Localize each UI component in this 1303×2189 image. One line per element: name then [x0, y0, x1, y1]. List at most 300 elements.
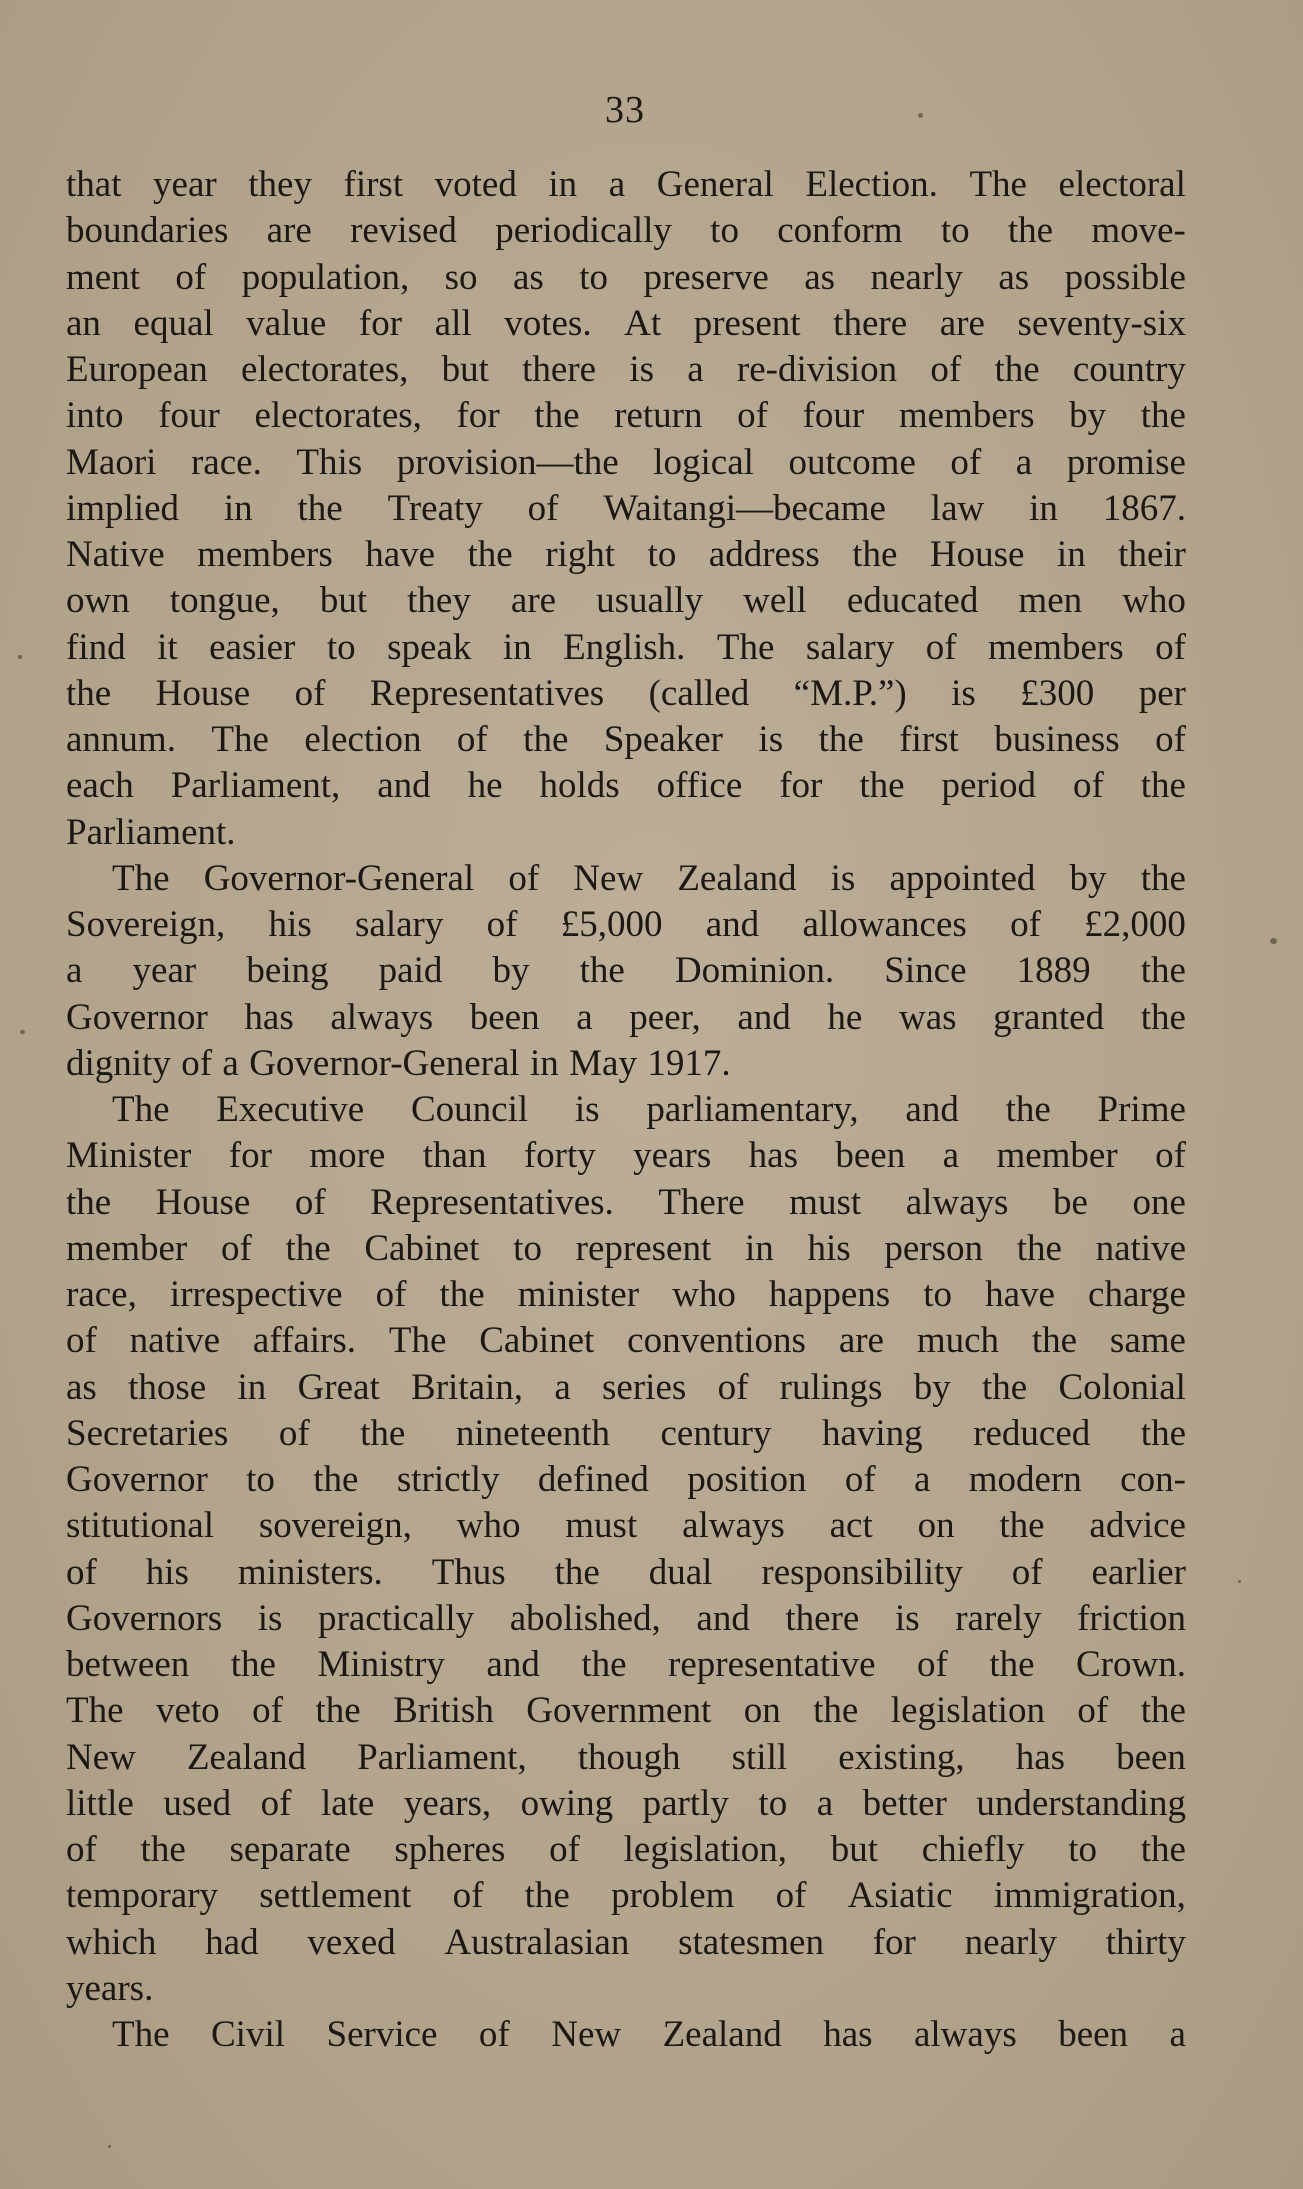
word: the: [982, 1366, 1028, 1408]
word: he: [827, 996, 863, 1038]
word: act: [829, 1505, 873, 1547]
text-line: [66, 1503, 1186, 1549]
word: The: [716, 626, 775, 668]
word: vexed: [307, 1921, 396, 1963]
word: Zealand: [186, 1736, 307, 1778]
word: between: [66, 1644, 190, 1685]
word: business: [994, 719, 1120, 760]
text-line: [66, 1411, 1186, 1457]
word: per: [1138, 672, 1186, 714]
word: those: [128, 1366, 207, 1408]
word: tongue,: [169, 580, 280, 622]
word: chiefly: [921, 1829, 1025, 1870]
text-line: [66, 208, 1186, 254]
word: Ministry: [317, 1644, 445, 1685]
word: of: [508, 857, 540, 899]
word: electoral: [1058, 164, 1186, 205]
word: House: [155, 1181, 251, 1223]
word: granted: [993, 996, 1105, 1038]
word: Parliament.: [66, 811, 236, 853]
text-line: [66, 1920, 1186, 1966]
word: £5,000: [560, 904, 663, 945]
word: Council: [410, 1089, 529, 1130]
text-line: [66, 532, 1186, 578]
word: as: [998, 256, 1030, 298]
word: conventions: [627, 1320, 806, 1362]
word: statesmen: [678, 1921, 824, 1963]
word: it: [157, 626, 178, 668]
word: This: [296, 441, 363, 483]
word: year: [132, 950, 197, 992]
word: rarely: [955, 1597, 1042, 1639]
word: for: [779, 765, 823, 807]
word: Election.: [805, 164, 938, 205]
word: The: [112, 2014, 170, 2055]
text-line: [66, 717, 1186, 763]
word: outcome: [788, 441, 916, 483]
word: Minister: [66, 1135, 192, 1177]
text-line: [66, 1688, 1186, 1734]
word: the: [360, 1412, 406, 1454]
word: separate: [229, 1829, 351, 1870]
word: own: [66, 580, 130, 622]
word: members: [987, 626, 1124, 668]
paper-speck: [1238, 1580, 1241, 1583]
word: period: [941, 765, 1037, 807]
word: always: [330, 996, 434, 1038]
text-line: [66, 995, 1186, 1041]
word: to: [940, 210, 970, 252]
word: address: [708, 534, 820, 575]
word: election: [304, 719, 422, 760]
word: educated: [846, 580, 979, 622]
word: possible: [1064, 256, 1186, 298]
word: Cabinet: [479, 1320, 595, 1362]
word: provision—the: [396, 441, 619, 483]
word: than: [422, 1135, 487, 1177]
word: for: [872, 1921, 916, 1963]
text-line: [66, 1180, 1186, 1226]
text-line: [66, 440, 1186, 486]
word: of: [456, 719, 488, 760]
word: the: [230, 1644, 276, 1685]
word: salary: [355, 904, 444, 945]
word: for: [358, 302, 403, 344]
word: Native: [66, 534, 165, 575]
word: settlement: [259, 1875, 412, 1917]
word: of: [1155, 719, 1186, 760]
word: the: [554, 1551, 600, 1593]
page-number: 33: [605, 89, 645, 131]
word: of: [260, 1782, 292, 1824]
word: defined: [537, 1459, 649, 1500]
word: year: [153, 164, 217, 205]
word: the: [313, 1459, 359, 1500]
word: dignity: [66, 1042, 171, 1084]
word: of: [486, 904, 518, 945]
word: all: [434, 302, 472, 344]
word: nineteenth: [455, 1412, 610, 1454]
word: the: [66, 1181, 112, 1223]
word: Waitangi—became: [603, 487, 886, 529]
word: of: [775, 1875, 807, 1917]
word: his: [807, 1227, 851, 1269]
text-line: [66, 1226, 1186, 1272]
word: of: [252, 1690, 283, 1732]
word: there: [833, 302, 908, 344]
word: always: [913, 2014, 1017, 2055]
word: allowances: [802, 904, 967, 945]
word: strictly: [396, 1459, 500, 1500]
word: race.: [190, 441, 262, 483]
word: find: [66, 626, 126, 668]
word: legislation,: [623, 1829, 788, 1870]
word: Asiatic: [847, 1875, 953, 1917]
word: being: [246, 950, 329, 992]
word: to: [1068, 1829, 1097, 1870]
word: a: [942, 1135, 960, 1177]
word: he: [467, 765, 503, 807]
text-line: [66, 1827, 1186, 1873]
word: of: [220, 1227, 252, 1269]
word: having: [821, 1412, 923, 1454]
word: to: [758, 1782, 788, 1824]
word: votes.: [504, 302, 592, 344]
word: advice: [1089, 1505, 1186, 1547]
word: been: [469, 996, 540, 1038]
word: New: [66, 1736, 136, 1778]
word: of: [1011, 1551, 1043, 1593]
word: boundaries: [66, 210, 229, 252]
word: 1867.: [1102, 487, 1186, 529]
word: for: [456, 395, 500, 437]
word: Treaty: [387, 487, 483, 529]
word: to: [246, 1459, 275, 1500]
word: first: [343, 164, 404, 205]
word: in: [530, 1042, 559, 1084]
word: are: [939, 302, 985, 344]
word: The: [112, 1089, 170, 1130]
word: Civil: [211, 2014, 286, 2055]
word: legislation: [890, 1690, 1045, 1732]
word: race,: [66, 1274, 137, 1315]
word: there: [522, 349, 597, 390]
word: of: [1072, 765, 1104, 807]
word: population,: [241, 256, 410, 298]
text-line: [66, 393, 1186, 439]
text-line: [66, 763, 1186, 809]
word: well: [743, 580, 807, 622]
word: annum.: [66, 719, 176, 760]
word: years,: [403, 1782, 492, 1824]
word: Zealand: [662, 2014, 782, 2055]
word: in: [1029, 487, 1058, 529]
word: in: [548, 164, 578, 205]
word: same: [1109, 1320, 1186, 1362]
word: by: [913, 1366, 951, 1408]
word: temporary: [66, 1875, 219, 1917]
word: been: [1058, 2014, 1129, 2055]
word: has: [823, 2014, 873, 2055]
word: Executive: [216, 1089, 365, 1130]
word: promise: [1066, 441, 1186, 483]
word: forty: [523, 1135, 596, 1177]
word: Great: [297, 1366, 380, 1408]
word: four: [158, 395, 220, 437]
word: Parliament,: [357, 1736, 527, 1778]
word: (called: [648, 672, 750, 714]
word: little: [66, 1782, 134, 1824]
word: preserve: [643, 256, 769, 298]
word: in: [237, 1366, 267, 1408]
word: ministers.: [237, 1551, 383, 1593]
word: in: [502, 626, 532, 668]
text-line: [66, 810, 1186, 856]
word: of: [950, 441, 982, 483]
word: the: [1140, 996, 1186, 1038]
word: law: [930, 487, 985, 529]
paper-speck: [18, 655, 22, 659]
word: House: [929, 534, 1025, 575]
word: conform: [777, 210, 903, 252]
word: used: [163, 1782, 232, 1824]
word: £2,000: [1084, 904, 1186, 945]
word: person: [884, 1227, 983, 1269]
word: of: [844, 1459, 876, 1500]
word: the: [467, 534, 513, 575]
word: stitutional: [66, 1505, 214, 1547]
word: right: [545, 534, 616, 575]
word: have: [365, 534, 436, 575]
word: to: [579, 256, 609, 298]
word: is: [629, 349, 654, 390]
word: native: [129, 1320, 221, 1362]
word: his: [268, 904, 312, 945]
word: holds: [539, 765, 620, 807]
text-line: [66, 856, 1186, 902]
word: return: [614, 395, 703, 437]
word: the: [1140, 1412, 1186, 1454]
word: 1889: [1016, 950, 1091, 992]
word: as: [804, 256, 836, 298]
text-line: [66, 2012, 1186, 2058]
word: their: [1118, 534, 1186, 575]
word: the: [315, 1690, 361, 1732]
word: usually: [596, 580, 704, 622]
text-line: [66, 1457, 1186, 1503]
word: dual: [648, 1551, 713, 1593]
paper-speck: [1270, 938, 1277, 944]
word: of: [717, 1366, 749, 1408]
word: Colonial: [1058, 1366, 1186, 1408]
text-line: [66, 1272, 1186, 1318]
word: salary: [805, 626, 895, 668]
word: is: [257, 1597, 283, 1639]
word: but: [830, 1829, 879, 1870]
word: appointed: [889, 857, 1036, 899]
word: Sovereign,: [66, 904, 226, 945]
word: of: [1077, 1690, 1109, 1732]
word: value: [246, 302, 327, 344]
word: friction: [1077, 1597, 1186, 1639]
word: been: [835, 1135, 906, 1177]
paper-speck: [108, 2145, 111, 2148]
word: a: [576, 996, 593, 1038]
word: At: [624, 302, 662, 344]
word: been: [1116, 1736, 1186, 1778]
word: £300: [1020, 672, 1095, 714]
word: four: [802, 395, 865, 437]
word: in: [223, 487, 253, 529]
word: native: [1095, 1227, 1186, 1269]
word: of: [478, 2014, 510, 2055]
word: a: [608, 164, 626, 205]
word: charge: [1088, 1274, 1186, 1315]
word: European: [66, 349, 208, 390]
word: had: [205, 1921, 259, 1963]
word: periodically: [495, 210, 672, 252]
word: of: [66, 1320, 97, 1362]
word: of: [1010, 904, 1041, 945]
word: century: [660, 1412, 772, 1454]
word: of: [375, 1274, 407, 1315]
word: immigration,: [993, 1875, 1186, 1917]
word: Parliament,: [170, 765, 341, 807]
word: as: [66, 1366, 97, 1408]
word: are: [266, 210, 312, 252]
word: the: [1140, 1690, 1186, 1732]
word: con-: [1120, 1459, 1186, 1500]
word: into: [66, 395, 124, 437]
text-line: [66, 1365, 1186, 1411]
word: affairs.: [252, 1320, 356, 1362]
word: members: [898, 395, 1035, 437]
word: and: [737, 996, 791, 1038]
word: of: [549, 1829, 580, 1870]
word: the: [999, 1505, 1045, 1547]
word: though: [577, 1736, 681, 1778]
word: the: [1140, 395, 1186, 437]
word: the: [534, 395, 580, 437]
word: are: [510, 580, 557, 622]
word: who: [1122, 580, 1186, 622]
word: of: [527, 487, 559, 529]
word: representative: [668, 1644, 876, 1685]
word: the: [859, 765, 905, 807]
word: British: [393, 1690, 494, 1732]
text-line: [66, 347, 1186, 393]
word: voted: [434, 164, 517, 205]
text-line: [66, 625, 1186, 671]
word: of: [1155, 1135, 1186, 1177]
word: men: [1018, 580, 1083, 622]
word: is: [894, 1597, 920, 1639]
word: of: [294, 672, 326, 714]
word: reduced: [973, 1412, 1091, 1454]
word: Maori: [66, 441, 157, 483]
word: and: [905, 1089, 959, 1130]
word: of: [181, 1042, 213, 1084]
word: years: [633, 1135, 712, 1177]
word: There: [658, 1181, 745, 1223]
word: House: [155, 672, 251, 714]
word: the: [285, 1227, 331, 1269]
word: to: [710, 210, 739, 252]
word: Australasian: [444, 1921, 630, 1963]
word: The: [388, 1320, 447, 1362]
word: thirty: [1105, 1921, 1186, 1963]
word: happens: [768, 1274, 891, 1315]
word: Dominion.: [674, 950, 835, 992]
word: the: [523, 719, 569, 760]
word: they: [407, 580, 471, 622]
word: in: [744, 1227, 774, 1269]
word: spheres: [394, 1829, 506, 1870]
word: a: [816, 1782, 834, 1824]
word: Governor: [66, 1459, 208, 1500]
text-line: [66, 1087, 1186, 1133]
word: who: [456, 1505, 521, 1547]
word: the: [1140, 950, 1186, 992]
word: has: [244, 996, 294, 1038]
word: of: [175, 256, 207, 298]
word: of: [930, 349, 962, 390]
word: the: [994, 349, 1040, 390]
word: of: [66, 1829, 97, 1870]
word: to: [513, 1227, 542, 1269]
word: as: [512, 256, 544, 298]
word: Government: [526, 1690, 712, 1732]
word: years.: [66, 1967, 154, 2009]
word: English.: [563, 626, 686, 668]
word: by: [1069, 395, 1107, 437]
word: the: [818, 719, 864, 760]
word: first: [899, 719, 959, 760]
word: more: [309, 1135, 386, 1177]
word: responsibility: [761, 1551, 963, 1593]
word: Thus: [431, 1551, 506, 1593]
word: understanding: [976, 1782, 1186, 1824]
word: always: [905, 1181, 1009, 1223]
word: Governor: [66, 996, 208, 1038]
word: better: [862, 1782, 947, 1824]
word: still: [731, 1736, 788, 1778]
text-line: [66, 1735, 1186, 1781]
word: member: [996, 1135, 1118, 1177]
word: Since: [884, 950, 967, 992]
word: to: [923, 1274, 953, 1315]
word: so: [444, 256, 478, 298]
word: practically: [318, 1597, 475, 1639]
word: the: [579, 950, 625, 992]
word: electorates,: [254, 395, 422, 437]
word: for: [228, 1135, 272, 1177]
word: a: [554, 1366, 571, 1408]
word: a: [687, 349, 704, 390]
word: they: [248, 164, 312, 205]
word: re-division: [736, 349, 898, 390]
word: Governor-General: [249, 1042, 520, 1084]
word: rulings: [779, 1366, 883, 1408]
word: parliamentary,: [646, 1089, 859, 1130]
word: The: [969, 164, 1027, 205]
word: a: [1169, 2014, 1186, 2055]
text-line: [66, 486, 1186, 532]
word: who: [672, 1274, 736, 1315]
word: earlier: [1091, 1551, 1186, 1593]
word: and: [705, 904, 760, 945]
word: Representatives.: [370, 1181, 614, 1223]
